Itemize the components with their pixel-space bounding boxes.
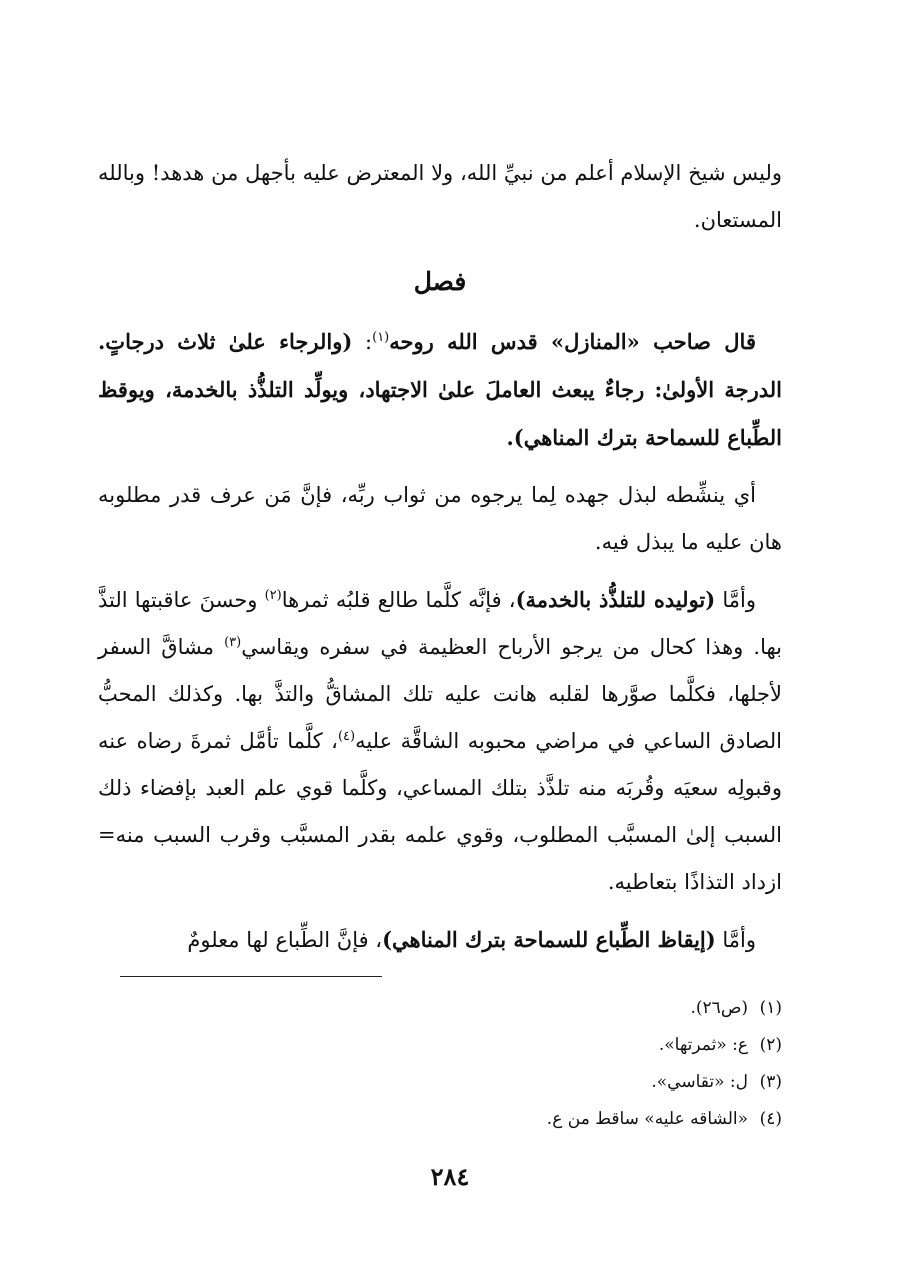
commentary-paragraph-3 [98,916,782,964]
footnote-ref-4: (٤) [337,729,356,744]
para2-text-1: ، فإنَّه كلَّما طالع قلبُه ثمرها [281,588,516,612]
intro-paragraph: وليس شيخ الإسلام أعلم من نبيِّ الله، ولا المعترض عليه بأجهل من هدهد! وبالله المستعان. [98,161,782,232]
para2-text-2: وحسنَ عاقبتها التذَّ بها. وهذا كحال من يرجو الأرباح العظيمة في سفره ويقاسي [98,588,783,659]
footnote-number: (١) [759,998,782,1018]
footnote-4 [98,1101,782,1138]
quote-text: (والرجاء علىٰ ثلاث درجاتٍ. الدرجة الأولىٰ: رجاءٌ يبعث العاملَ علىٰ الاجتهاد، ويولِّد التلذُّذ بالخدمة، ويوقظ الطِّباع للسماحة بترك المناهي). [98,329,782,450]
footnote-ref-3: (٣) [224,635,242,650]
footnote-2 [98,1027,782,1064]
footnote-ref-2: (٢) [264,588,282,603]
footnote-text: ع: «ثمرتها». [658,1035,748,1055]
footnote-number: (٢) [759,1035,782,1055]
footnote-text: «الشاقه عليه» ساقط من ع. [546,1109,748,1129]
quote-colon: : [352,330,373,354]
quote-paragraph [98,318,782,462]
footnote-1 [98,990,782,1027]
para2-text-3: مشاقَّ السفر لأجلها، فكلَّما صوَّرها لقلبه هانت عليه تلك المشاقُّ والتذَّ بها. وكذلك المحبُّ الصادق الساعي في مراضي محبوبه الشاقَّة عليه [98,635,782,753]
footnote-text: (ص٢٦). [690,998,748,1018]
footnote-number: (٤) [759,1109,782,1129]
section-heading: فصل [413,267,467,296]
footnote-3 [98,1064,782,1101]
footnote-ref-1: (١) [372,330,390,345]
commentary-paragraph-1: أي ينشِّطه لبذل جهده لِما يرجوه من ثواب ربِّه، فإنَّ مَن عرف قدر مطلوبه هان عليه ما يبذل فيه. [98,483,782,554]
para2-text-4: ، كلَّما تأمَّل ثمرةَ رضاه عنه وقبولِه سعيَه وقُربَه منه تلذَّذ بتلك المساعي، وكلَّما قوي علم العبد بإفضاء ذلك السبب إلىٰ المسبَّب المطلوب، وقوي علمه بقدر المسبَّب وقرب السبب منه= ازداد التذاذًا بتعاطيه. [98,729,782,894]
para3-text: ، فإنَّ الطِّباع لها معلومٌ [187,928,383,952]
page-number: ٢٨٤ [430,1162,470,1191]
page-body [98,150,782,964]
commentary-paragraph-2 [98,576,782,906]
para2-quoted-phrase: (توليده للتلذُّذ بالخدمة) [515,587,716,612]
footnote-text: ل: «تقاسي». [651,1072,748,1092]
footnote-divider [120,976,382,977]
quote-attribution: قال صاحب «المنازل» قدس الله روحه [389,329,756,354]
footnotes-section [98,990,782,1138]
para3-quoted-phrase: (إيقاظ الطِّباع للسماحة بترك المناهي) [382,927,716,952]
para3-lead: وأمَّا [715,928,756,952]
para2-lead: وأمَّا [715,588,756,612]
footnote-number: (٣) [759,1072,782,1092]
